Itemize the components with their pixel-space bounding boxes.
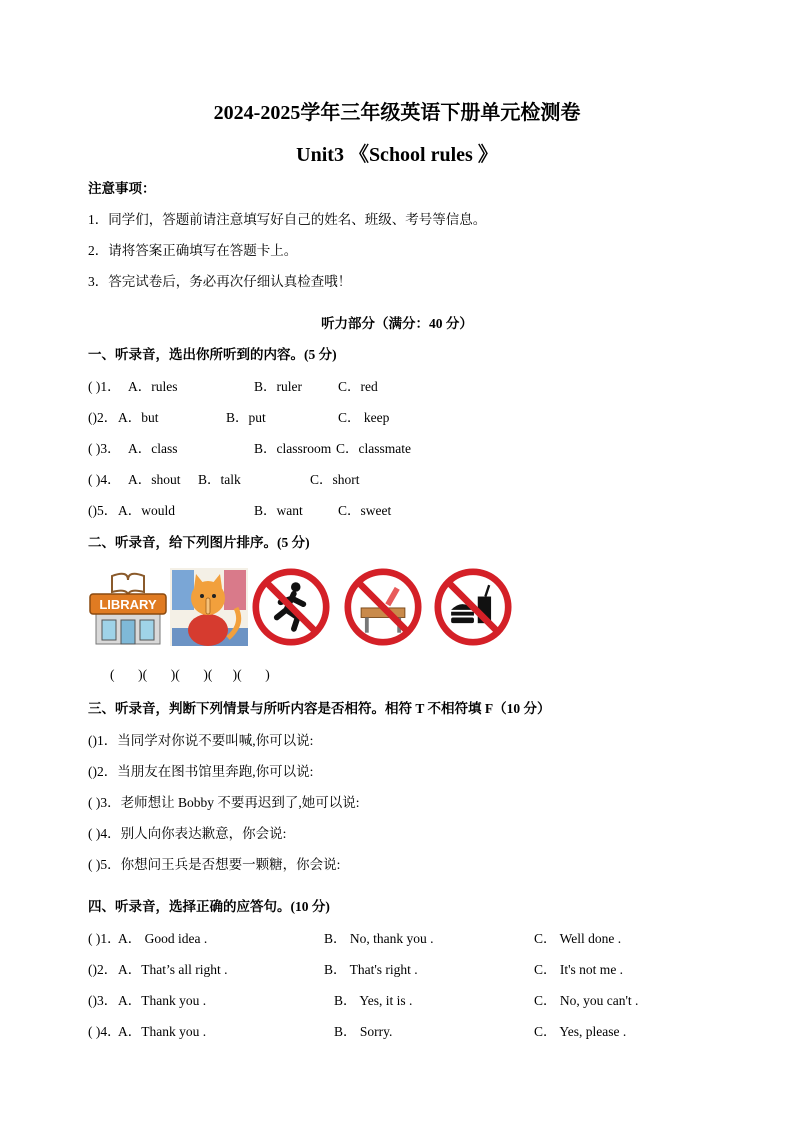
- option-b: B． That's right .: [324, 962, 418, 977]
- library-sign-text: LIBRARY: [99, 597, 157, 612]
- option-a: A．rules: [128, 379, 178, 394]
- question-number: ()2．: [88, 410, 118, 425]
- section2-heading: 二、听录音，给下列图片排序。(5 分): [88, 535, 310, 550]
- notes-heading: 注意事项：: [88, 181, 156, 196]
- judge-item: ()1．当同学对你说不要叫喊,你可以说:: [88, 733, 314, 748]
- no-eating-icon: [432, 568, 514, 646]
- section1-heading: 一、听录音，选出你所听到的内容。(5 分): [88, 347, 337, 362]
- option-b: B． Sorry.: [334, 1024, 393, 1039]
- option-c: C． It's not me .: [534, 962, 624, 977]
- question-number: ( )3．: [88, 441, 121, 456]
- option-a: A．Thank you .: [118, 993, 207, 1008]
- note-item: 1．同学们，答题前请注意填写好自己的姓名、班级、考号等信息。: [88, 212, 487, 227]
- section3-heading: 三、听录音，判断下列情景与所听内容是否相符。相符 T 不相符填 F（10 分）: [88, 701, 551, 716]
- judge-item: ()2．当朋友在图书馆里奔跑,你可以说:: [88, 764, 314, 779]
- option-c: C． No, you can't .: [534, 993, 639, 1008]
- option-c: C．sweet: [338, 503, 392, 518]
- option-c: C．short: [310, 472, 360, 487]
- option-c: C． Yes, please .: [534, 1024, 627, 1039]
- question-number: ( )1．: [88, 931, 121, 946]
- option-b: B． Yes, it is .: [334, 993, 413, 1008]
- section4-heading: 四、听录音，选择正确的应答句。(10 分): [88, 899, 330, 914]
- question-number: ()2．: [88, 962, 118, 977]
- page-subtitle: Unit3 《School rules 》: [296, 144, 498, 166]
- option-a: A．Thank you .: [118, 1024, 207, 1039]
- judge-item: ( )3．老师想让 Bobby 不要再迟到了,她可以说:: [88, 795, 360, 810]
- option-b: B．want: [254, 503, 303, 518]
- question-number: ( )4．: [88, 1024, 121, 1039]
- no-running-icon: [250, 568, 332, 646]
- option-c: C．red: [338, 379, 378, 394]
- no-drawing-on-desk-icon: [342, 568, 424, 646]
- option-a: A． Good idea .: [118, 931, 208, 946]
- option-c: C．classmate: [336, 441, 411, 456]
- library-icon: [88, 568, 168, 646]
- judge-item: ( )5．你想问王兵是否想要一颗糖，你会说:: [88, 857, 341, 872]
- judge-item: ( )4．别人向你表达歉意，你会说:: [88, 826, 287, 841]
- option-b: B．classroom: [254, 441, 332, 456]
- quiet-cat-icon: [170, 568, 248, 646]
- option-a: A．That’s all right .: [118, 962, 228, 977]
- listening-part-header: 听力部分（满分：40 分）: [321, 316, 473, 331]
- option-b: B．put: [226, 410, 266, 425]
- option-b: B．talk: [198, 472, 241, 487]
- question-number: ( )1．: [88, 379, 121, 394]
- option-b: B．ruler: [254, 379, 302, 394]
- page-title: 2024-2025学年三年级英语下册单元检测卷: [213, 102, 581, 124]
- option-a: A．but: [118, 410, 159, 425]
- option-a: A．would: [118, 503, 175, 518]
- question-number: ( )4．: [88, 472, 121, 487]
- question-number: ()3．: [88, 993, 118, 1008]
- question-number: ()5．: [88, 503, 118, 518]
- option-c: C． keep: [338, 410, 390, 425]
- note-item: 3．答完试卷后，务必再次仔细认真检查哦！: [88, 274, 352, 289]
- option-b: B． No, thank you .: [324, 931, 434, 946]
- option-a: A．class: [128, 441, 178, 456]
- option-a: A．shout: [128, 472, 181, 487]
- note-item: 2．请将答案正确填写在答题卡上。: [88, 243, 298, 258]
- option-c: C． Well done .: [534, 931, 622, 946]
- picture-order-blanks: ( )( )( )( )( ): [110, 667, 270, 682]
